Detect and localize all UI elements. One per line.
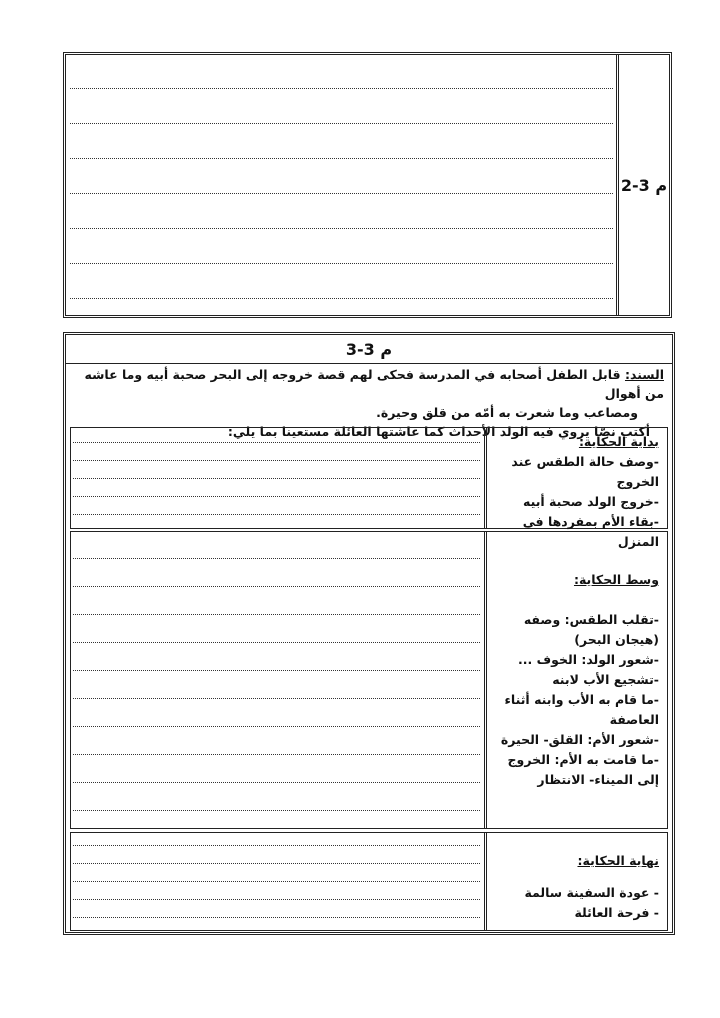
writing-line[interactable] — [73, 782, 480, 783]
guide-item: - فرحة العائلة — [574, 905, 659, 920]
writing-line[interactable] — [73, 670, 480, 671]
writing-line[interactable] — [73, 726, 480, 727]
writing-line[interactable] — [73, 442, 480, 443]
section-heading: وسط الحكاية: — [573, 572, 659, 587]
sanad-line-2: ومصاعب وما شعرت به أمّه من قلق وحيرة. — [376, 405, 638, 420]
writing-lines — [73, 428, 480, 528]
guide-item: -شعور الأم: القلق- الحيرة — [500, 732, 659, 747]
writing-line[interactable] — [73, 917, 480, 918]
guide-item: -وصف حالة الطقس عند الخروج — [511, 454, 659, 489]
guide-item: - عودة السفينة سالمة — [524, 885, 659, 900]
instruction: أكتب نصّا يروي فيه الولد الأحداث كما عاشتها العائلة مستعينا بما يلي: — [227, 424, 650, 439]
sanad-label: السند: — [624, 367, 664, 382]
section-label-cell — [616, 55, 669, 315]
writing-line[interactable] — [70, 263, 613, 264]
writing-line[interactable] — [73, 881, 480, 882]
section-heading: نهاية الحكاية: — [577, 853, 659, 868]
guide-column — [484, 532, 667, 828]
section-m3-2-box — [63, 52, 672, 318]
writing-line[interactable] — [73, 558, 480, 559]
story-ending-section — [70, 832, 668, 931]
writing-line[interactable] — [70, 123, 613, 124]
story-beginning-section — [70, 427, 668, 549]
guide-item: -شعور الولد: الخوف ... — [518, 652, 659, 667]
writing-line[interactable] — [73, 460, 480, 461]
guide-item: -تقلب الطقس: وصفه (هيجان البحر) — [523, 612, 659, 647]
guide-column — [484, 833, 667, 930]
writing-line[interactable] — [70, 193, 613, 194]
writing-line[interactable] — [70, 158, 613, 159]
writing-lines — [73, 532, 480, 828]
writing-line[interactable] — [73, 863, 480, 864]
writing-lines-m3-2 — [70, 55, 613, 315]
writing-line[interactable] — [70, 88, 613, 89]
writing-line[interactable] — [73, 642, 480, 643]
writing-line[interactable] — [73, 496, 480, 497]
writing-line[interactable] — [73, 586, 480, 587]
section-label: م 3-2 — [620, 175, 668, 195]
section-heading: بداية الحكاية: — [578, 434, 659, 449]
writing-line[interactable] — [73, 845, 480, 846]
guide-item: -ما قامت به الأم: الخروج إلى الميناء- الانتظار — [507, 752, 659, 787]
writing-line[interactable] — [73, 614, 480, 615]
writing-line[interactable] — [73, 514, 480, 515]
guide-item: -بقاء الأم بمفردها في المنزل — [522, 514, 659, 549]
writing-line[interactable] — [73, 754, 480, 755]
guide-item: -تشجيع الأب لابنه — [552, 672, 659, 687]
section-m3-3-box — [63, 332, 675, 935]
writing-line[interactable] — [73, 698, 480, 699]
writing-line[interactable] — [73, 810, 480, 811]
writing-line[interactable] — [73, 478, 480, 479]
writing-line[interactable] — [70, 298, 613, 299]
writing-line[interactable] — [73, 899, 480, 900]
story-middle-section — [70, 531, 668, 829]
writing-line[interactable] — [70, 228, 613, 229]
section-title-row — [66, 335, 672, 364]
guide-item: -ما قام به الأب وابنه أثناء العاصفة — [504, 692, 659, 727]
guide-column — [484, 428, 667, 549]
guide-item: -خروج الولد صحبة أبيه — [523, 494, 659, 509]
sanad-line-1: قابل الطفل أصحابه في المدرسة فحكى لهم قصة خروجه إلى البحر صحبة أبيه وما عاشه من أهوال — [84, 367, 664, 401]
writing-lines — [73, 833, 480, 930]
section-title: م 3-3 — [345, 339, 393, 359]
